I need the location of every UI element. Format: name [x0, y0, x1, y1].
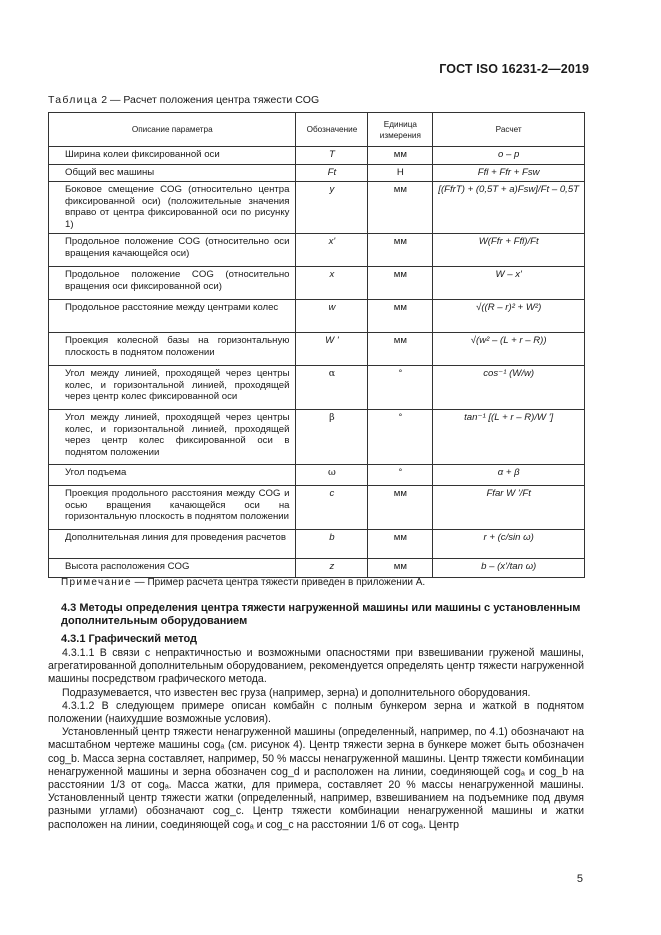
row-symbol: Ft [296, 164, 368, 182]
row-description: Угол между линией, проходящей через центры колес, и горизонтальной линией, проходящей через центр колес фиксированной оси [49, 366, 296, 410]
paragraph: 4.3.1.2 В следующем примере описан комбайн с полным бункером зерна и жаткой в поднятом положении (наихудшие возможные условия). [48, 699, 584, 726]
header-calculation: Расчет [433, 113, 585, 147]
row-unit: мм [368, 333, 433, 366]
row-description: Продольное расстояние между центрами колес [49, 300, 296, 333]
table-row [49, 182, 585, 234]
row-calculation: Ffl + Ffr + Fsw [433, 164, 585, 182]
row-unit: мм [368, 300, 433, 333]
row-calculation: r + (c/sin ω) [433, 530, 585, 559]
table-caption [48, 94, 319, 106]
row-description: Проекция колесной базы на горизонтальную плоскость в поднятом положении [49, 333, 296, 366]
cog-calculation-table [48, 112, 585, 578]
row-unit: мм [368, 267, 433, 300]
row-description: Дополнительная линия для проведения расчетов [49, 530, 296, 559]
header-unit: Единица измерения [368, 113, 433, 147]
row-calculation: o – p [433, 147, 585, 165]
row-calculation: W(Ffr + Ffl)/Ft [433, 234, 585, 267]
row-unit: мм [368, 530, 433, 559]
table-note [61, 577, 425, 588]
table-row [49, 366, 585, 410]
row-symbol: ω [296, 465, 368, 486]
table-caption-prefix: Таблица [48, 94, 99, 106]
row-symbol: w [296, 300, 368, 333]
row-symbol: y [296, 182, 368, 234]
row-calculation: √(w² – (L + r – R)) [433, 333, 585, 366]
paragraph: Подразумевается, что известен вес груза (например, зерна) и дополнительного оборудования. [62, 686, 531, 699]
row-description: Общий вес машины [49, 164, 296, 182]
row-unit: мм [368, 182, 433, 234]
row-calculation: [(FfrT) + (0,5T + a)Fsw]/Ft – 0,5T [433, 182, 585, 234]
row-unit: мм [368, 147, 433, 165]
table-row [49, 267, 585, 300]
page-number: 5 [576, 873, 583, 885]
header-symbol: Обозначение [296, 113, 368, 147]
document-standard-id: ГОСТ ISO 16231-2—2019 [439, 62, 589, 76]
row-symbol: W ' [296, 333, 368, 366]
paragraph: 4.3.1.1 В связи с непрактичностью и возможными опасностями при взвешивании груженой машины, агрегатированной дополнительным оборудованием, рекомендуется определять центр тяжести нагруженной машины посредством графического метода. [48, 647, 584, 686]
row-description: Высота расположения COG [49, 559, 296, 578]
row-unit: мм [368, 234, 433, 267]
row-symbol: T [296, 147, 368, 165]
row-calculation: Ffar W '/Ft [433, 486, 585, 530]
row-calculation: W – x' [433, 267, 585, 300]
row-unit: мм [368, 559, 433, 578]
table-row [49, 147, 585, 165]
row-unit: ° [368, 465, 433, 486]
table-row [49, 300, 585, 333]
row-description: Проекция продольного расстояния между COG и осью вращения качающейся оси на горизонтальную плоскость в поднятом положении [49, 486, 296, 530]
table-header-row [49, 113, 585, 147]
row-calculation: tan⁻¹ [(L + r – R)/W '] [433, 410, 585, 465]
row-symbol: x [296, 267, 368, 300]
table-row [49, 164, 585, 182]
row-symbol: z [296, 559, 368, 578]
row-description: Боковое смещение COG (относительно центра фиксированной оси) (положительные значения вправо от центра фиксированной оси по рисунку 1) [49, 182, 296, 234]
section-heading: 4.3 Методы определения центра тяжести нагруженной машины или машины с установленным дополнительным оборудованием [61, 602, 581, 627]
row-description: Ширина колеи фиксированной оси [49, 147, 296, 165]
row-symbol: b [296, 530, 368, 559]
table-caption-text: 2 — Расчет положения центра тяжести COG [98, 94, 320, 106]
row-calculation: cos⁻¹ (W/w) [433, 366, 585, 410]
header-description: Описание параметра [49, 113, 296, 147]
row-calculation: √((R – r)² + W²) [433, 300, 585, 333]
row-calculation: α + β [433, 465, 585, 486]
table-row [49, 465, 585, 486]
row-calculation: b – (x'/tan ω) [433, 559, 585, 578]
row-description: Угол подъема [49, 465, 296, 486]
row-symbol: c [296, 486, 368, 530]
table-row [49, 530, 585, 559]
row-unit: ° [368, 366, 433, 410]
row-description: Продольное положение COG (относительно вращения оси фиксированной оси) [49, 267, 296, 300]
row-description: Продольное положение COG (относительно оси вращения качающейся оси) [49, 234, 296, 267]
table-row [49, 559, 585, 578]
row-description: Угол между линией, проходящей через центры колес, и горизонтальной линией, проходящей через центр колес фиксированной оси в поднятом положении [49, 410, 296, 465]
table-row [49, 333, 585, 366]
table-row [49, 486, 585, 530]
row-unit: Н [368, 164, 433, 182]
row-unit: ° [368, 410, 433, 465]
table-row [49, 410, 585, 465]
subsection-heading: 4.3.1 Графический метод [61, 633, 198, 645]
row-symbol: x' [296, 234, 368, 267]
row-unit: мм [368, 486, 433, 530]
row-symbol: β [296, 410, 368, 465]
paragraph: Установленный центр тяжести ненагруженной машины (определенный, например, по 4.1) обозначают на масштабном чертеже машины cogₐ (см. рисунок 4). Центр тяжести зерна в бункере может быть обозначен cog_b. Масса зерна составляет, например, 50 % массы ненагруженной машины. Центр тяжести комбинации ненагруженной машины и зерна обозначен cog_d и расположен на линии, соединяющей cogₐ и cog_b на расстоянии 1/3 от cogₐ. Масса жатки, для примера, составляет 20 % массы ненагруженной машины. Установленный центр тяжести жатки (определенный, например, взвешиванием на подъемнике под двумя разными углами) обозначают cog_c. Центр тяжести комбинации ненагруженной машины и жатки расположен на линии, соединяющей cogₐ и cog_c на расстоянии 1/6 от cogₐ. Центр [48, 726, 584, 831]
section-body [48, 647, 584, 832]
row-symbol: α [296, 366, 368, 410]
note-label: Примечание [61, 577, 132, 588]
table-row [49, 234, 585, 267]
note-text: — Пример расчета центра тяжести приведен в приложении А. [131, 577, 426, 588]
